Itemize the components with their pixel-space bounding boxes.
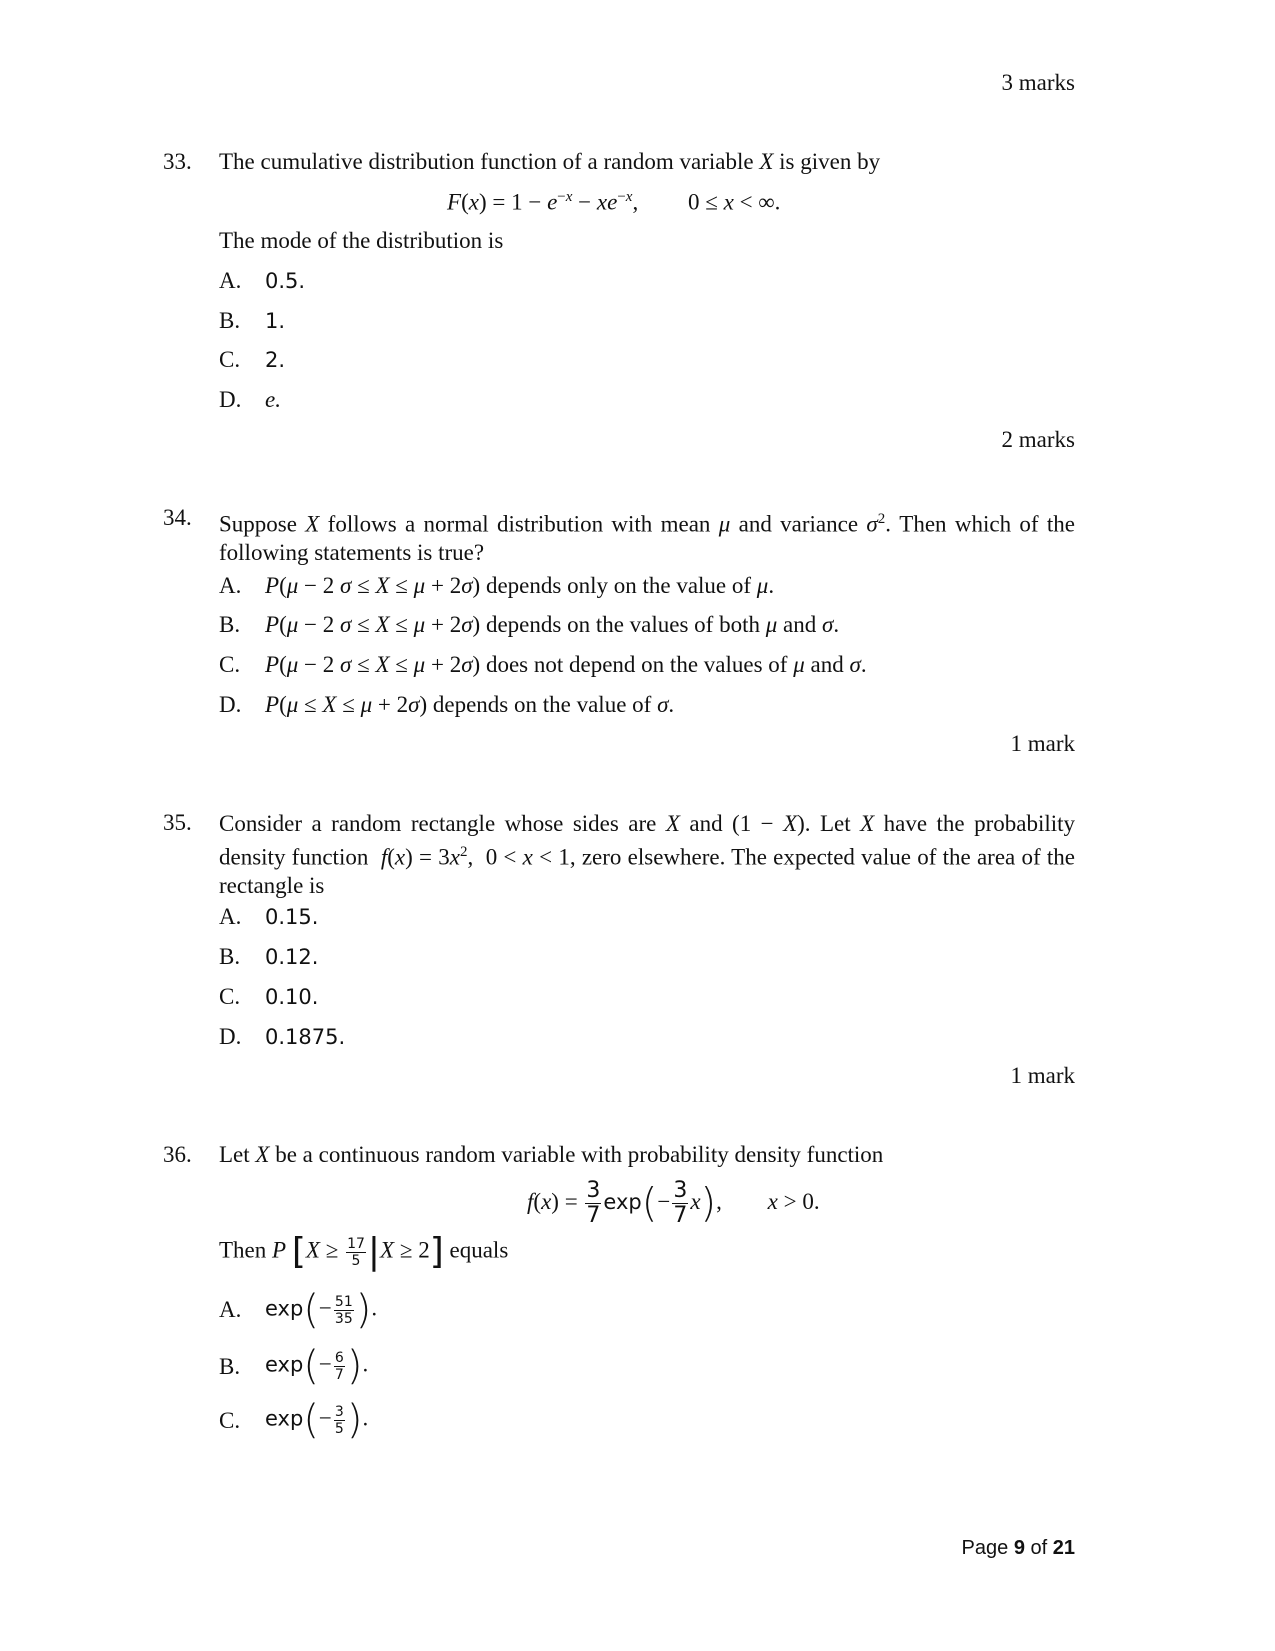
question-36-number: 36.	[163, 1142, 192, 1167]
q33-option-a-letter: A.	[219, 268, 242, 293]
question-36-formula: f(x) = $\frac{3}{7}$ exp(− $\frac{3}{7}$ x), x > 0.	[527, 1178, 820, 1228]
q35-option-b: 0.12.	[265, 945, 319, 969]
q33-option-a: 0.5.	[265, 269, 306, 293]
question-36-text: Let X be a continuous random variable with probability density function	[219, 1142, 884, 1167]
question-35-text: Consider a random rectangle whose sides are X and (1 − X). Let X have the probability density function $f(x) = 3x^2$, 0 < x < 1, zero elsewhere. The expected value of the area of the rectangle is	[219, 811, 1076, 898]
question-35-number: 35.	[163, 810, 192, 835]
q34-option-b-letter: B.	[219, 612, 241, 637]
q35-option-c-letter: C.	[219, 984, 241, 1009]
q36-option-a-letter: A.	[219, 1297, 242, 1322]
marks-label-q35: 1 mark	[1010, 1063, 1075, 1088]
q33-option-d-letter: D.	[219, 387, 242, 412]
q34-option-d-letter: D.	[219, 692, 242, 717]
q34-option-a: P(μ − 2 σ ≤ X ≤ μ + 2σ) depends only on the value of μ.	[265, 573, 775, 598]
q33-option-d: e.	[265, 387, 281, 412]
q34-option-c-letter: C.	[219, 652, 241, 677]
marks-label-q34: 1 mark	[1010, 731, 1075, 756]
q34-option-a-letter: A.	[219, 573, 242, 598]
page-number: Page 9 of 21	[961, 1537, 1075, 1559]
question-33-number: 33.	[163, 149, 192, 174]
q35-option-a: 0.15.	[265, 905, 319, 929]
q35-option-b-letter: B.	[219, 944, 241, 969]
q36-option-a: exp(− $\frac{51}{35}$ ).	[265, 1287, 378, 1333]
q35-option-d: 0.1875.	[265, 1025, 346, 1049]
q33-option-c-letter: C.	[219, 347, 241, 372]
marks-label-top: 3 marks	[1001, 70, 1075, 95]
q35-option-c: 0.10.	[265, 985, 319, 1009]
q35-option-d-letter: D.	[219, 1024, 242, 1049]
q36-option-b: exp(− $\frac{6}{7}$ ).	[265, 1343, 369, 1389]
q34-option-b: P(μ − 2 σ ≤ X ≤ μ + 2σ) depends on the values of both μ and σ.	[265, 612, 840, 637]
question-36-prompt: Then P [X ≥ $\frac{17}{5}$ |X ≥ 2] equals	[219, 1231, 509, 1272]
q33-option-b-letter: B.	[219, 308, 241, 333]
q35-option-a-letter: A.	[219, 904, 242, 929]
question-33-formula: $F(x) = 1 - e^{-x} - xe^{-x}$, 0 ≤ x < ∞.	[447, 189, 781, 215]
question-34-number: 34.	[163, 505, 192, 530]
question-34-text: Suppose X follows a normal distribution with mean μ and variance $\sigma^2$. Then which of the following statements is true?	[219, 511, 1075, 565]
q33-option-c: 2.	[265, 348, 286, 372]
q34-option-d: P(μ ≤ X ≤ μ + 2σ) depends on the value of σ.	[265, 692, 675, 717]
q33-option-b: 1.	[265, 309, 286, 333]
question-33-text: The cumulative distribution function of a random variable X is given by	[219, 149, 881, 174]
q36-option-c-letter: C.	[219, 1408, 241, 1433]
q36-option-b-letter: B.	[219, 1354, 241, 1379]
q36-option-c: exp(− $\frac{3}{5}$ ).	[265, 1397, 369, 1443]
q34-option-c: P(μ − 2 σ ≤ X ≤ μ + 2σ) does not depend on the values of μ and σ.	[265, 652, 867, 677]
marks-label-q33: 2 marks	[1001, 427, 1075, 452]
question-33-prompt: The mode of the distribution is	[219, 228, 504, 253]
